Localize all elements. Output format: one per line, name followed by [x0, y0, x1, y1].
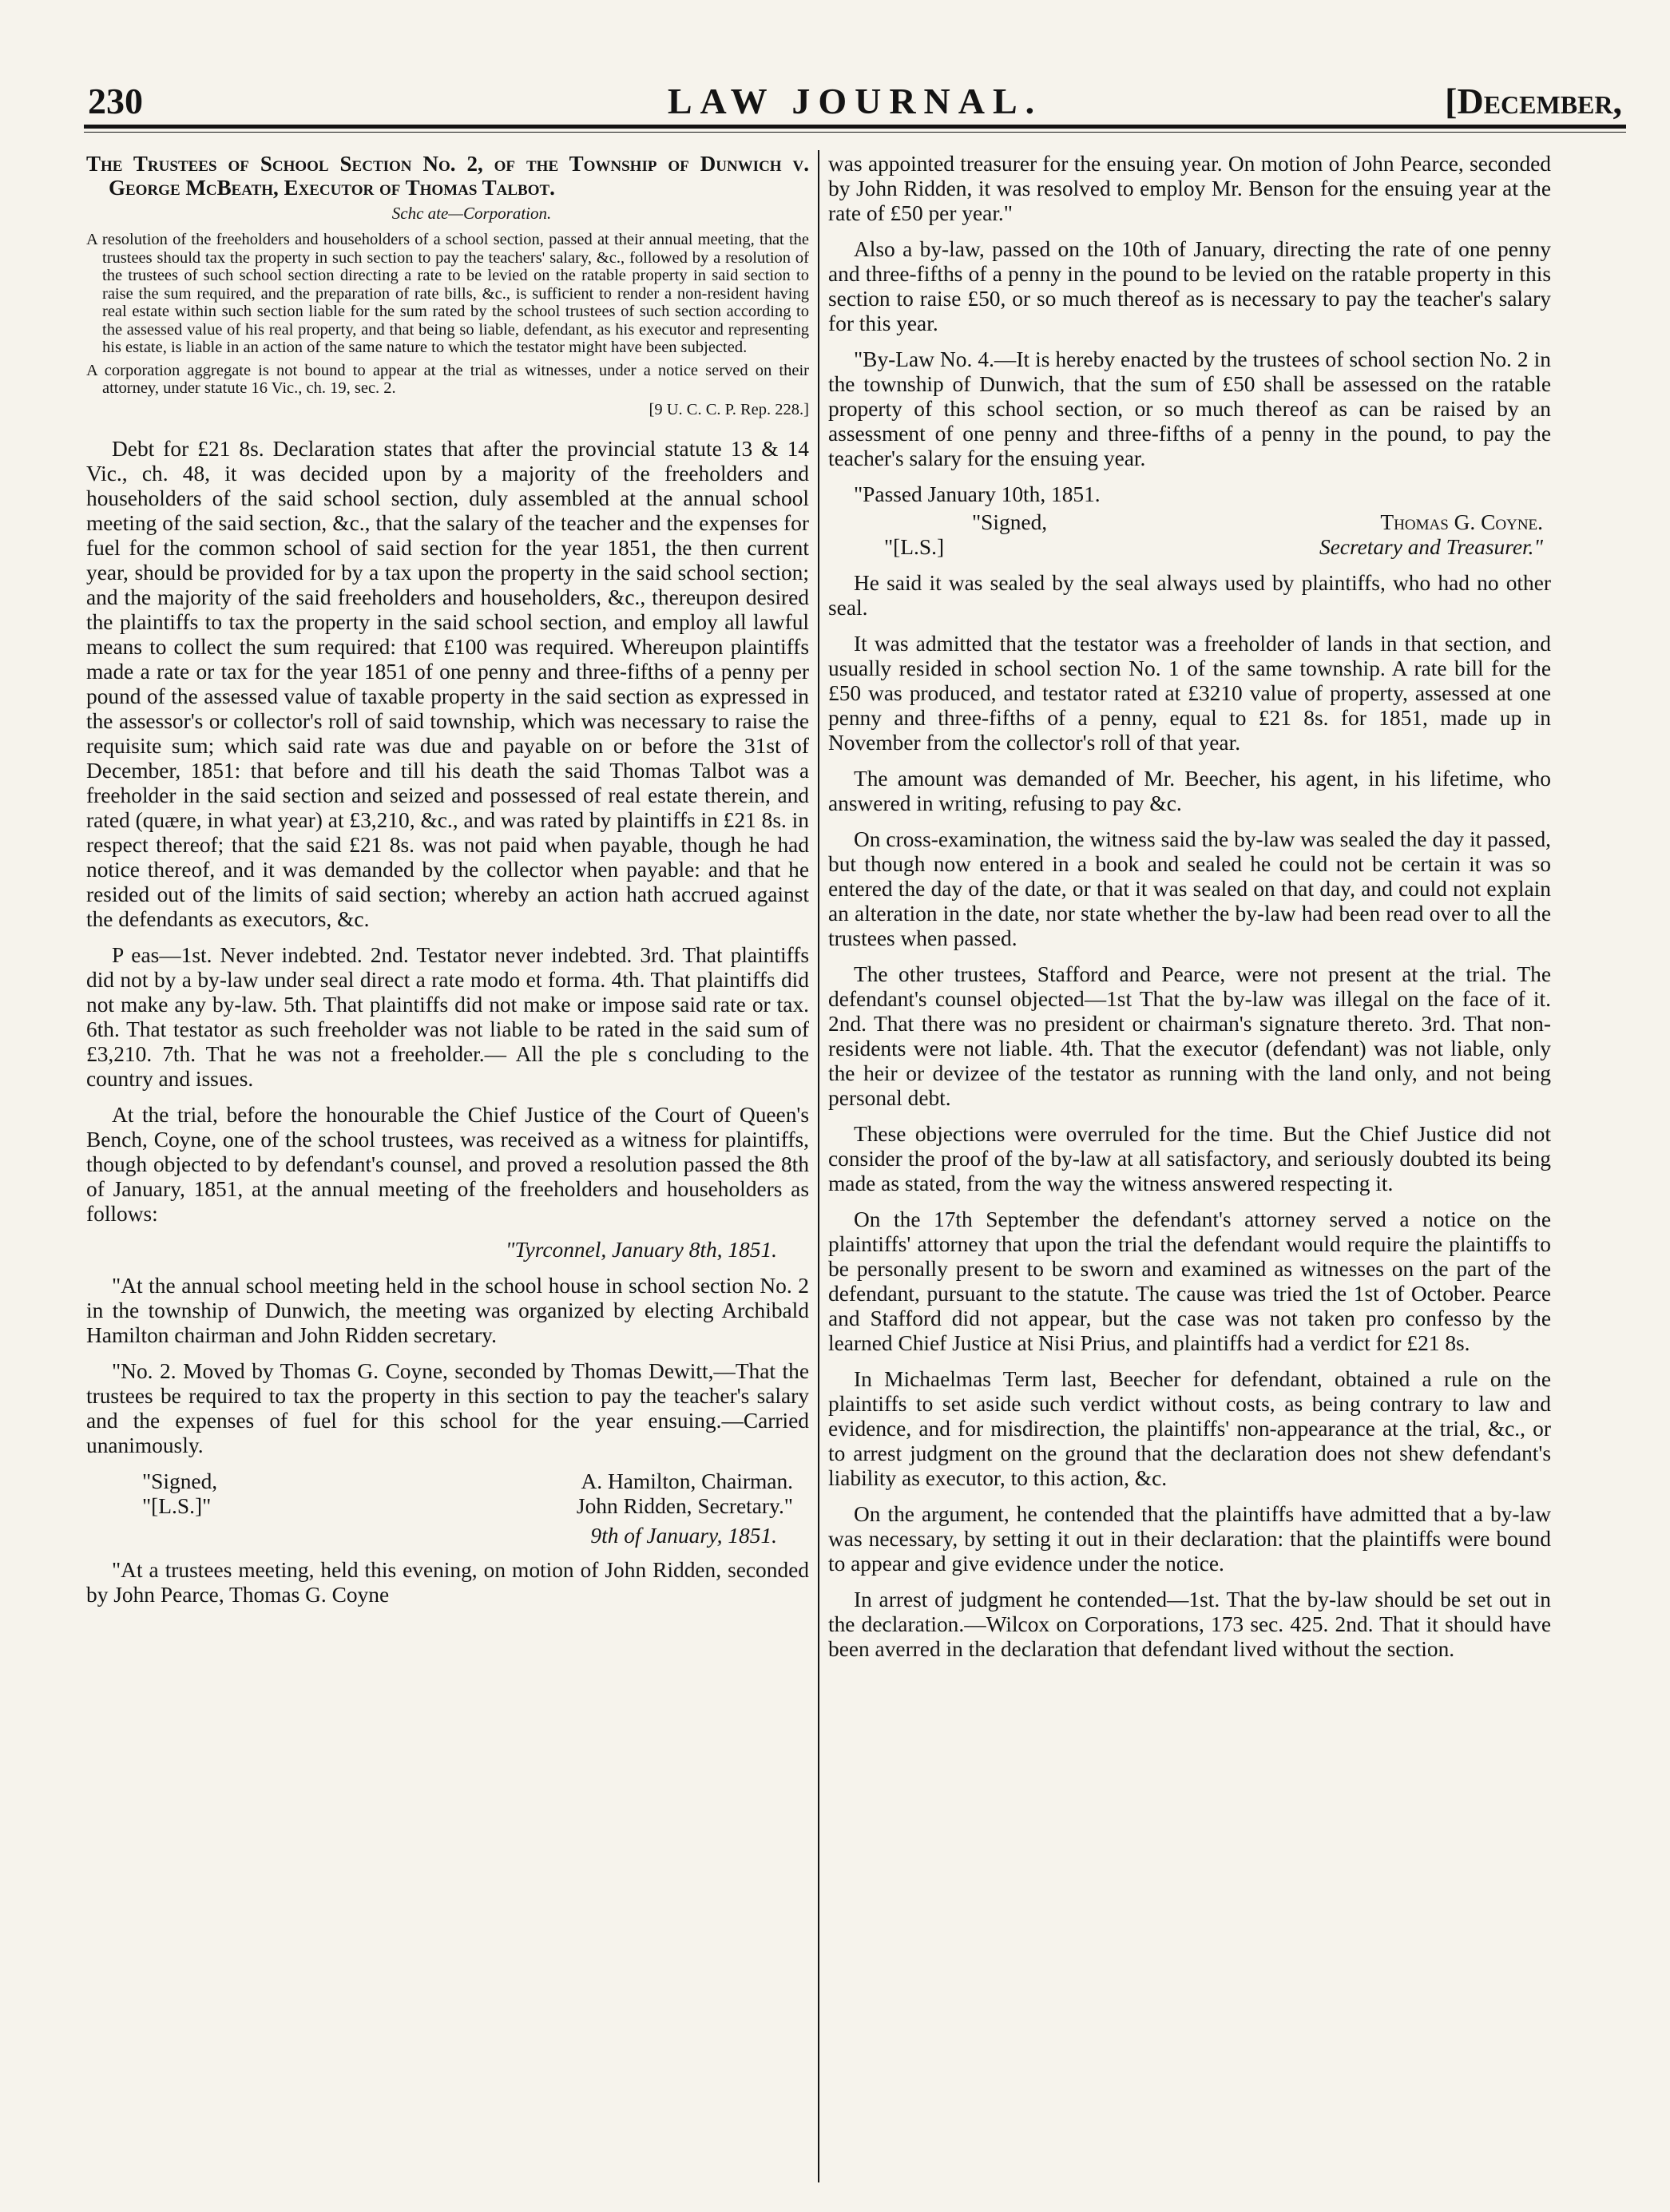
trustees-meeting-date: 9th of January, 1851.: [590, 1523, 777, 1548]
header-rule-thick: [84, 125, 1626, 129]
bylaw-signature-line-1: "Signed, Thomas G. Coyne.: [972, 510, 1543, 534]
paragraph-admitted: It was admitted that the testator was a freeholder of lands in that section, and usually resided in school section No. 1 of the same township. A rate bill for the £50 was produced, and testator rated at £3210 value of property, assessed at one penny and three-fifths of a penny, equal to £21 8s. for 1851, made up in November from the collector's roll of that year.: [828, 632, 1551, 755]
case-subject: Schc ate—Corporation.: [391, 204, 552, 223]
paragraph-arrest-judgment: In arrest of judgment he contended—1st. That the by-law should be set out in the declaration.—Wilcox on Corporations, 173 sec. 425. 2nd. That it should have been averred in the declaration that defendant lived without the section.: [828, 1588, 1551, 1661]
case-title: The Trustees of School Section No. 2, of the Township of Dunwich v. George McBeath, Executor of Thomas Talbot.: [86, 152, 809, 200]
header-rule-thin: [84, 132, 1626, 133]
paragraph-trial: At the trial, before the honourable the Chief Justice of the Court of Queen's Bench, Coyne, one of the school trustees, was received as a witness for plaintiffs, though objected to by defendant's counsel, and proved a resolution passed the 8th of January, 1851, at the annual meeting of the freeholders and householders as follows:: [86, 1102, 809, 1226]
paragraph-bylaw-4: "By-Law No. 4.—It is hereby enacted by the trustees of school section No. 2 in the township of Dunwich, that the sum of £50 shall be assessed on the ratable property of this school section, or so much thereof as can be raised by an assessment of one penny and three-fifths of a penny in the pound, to pay the teacher's salary for the ensuing year.: [828, 347, 1551, 470]
paragraph-overruled: These objections were overruled for the time. But the Chief Justice did not consider the proof of the by-law at all satisfactory, and seriously doubted its being made as stated, from the way the witness answered respecting it.: [828, 1122, 1551, 1195]
right-column: [828, 152, 1551, 1673]
page-header: [88, 80, 1622, 128]
paragraph-meeting: "At the annual school meeting held in the school house in school section No. 2 in the township of Dunwich, the meeting was organized by electing Archibald Hamilton chairman and John Ridden secretary.: [86, 1273, 809, 1347]
paragraph-trustees-meeting: "At a trustees meeting, held this evening, on motion of John Ridden, seconded by John Pearce, Thomas G. Coyne: [86, 1557, 809, 1607]
paragraph-demand: The amount was demanded of Mr. Beecher, his agent, in his lifetime, who answered in writing, refusing to pay &c.: [828, 767, 1551, 815]
headnote-2: A corporation aggregate is not bound to appear at the trial as witnesses, under a notice served on their attorney, under statute 16 Vic., ch. 19, sec. 2.: [86, 361, 809, 397]
paragraph-cross-examination: On cross-examination, the witness said the by-law was sealed the day it passed, but though now entered in a book and sealed he could not be certain it was so entered the day of the date, or that it was sealed on that day, and could not explain an alteration in the date, nor state whether the by-law had been read over to all the trustees when passed.: [828, 827, 1551, 950]
paragraph-michaelmas: In Michaelmas Term last, Beecher for defendant, obtained a rule on the plaintiffs to set aside such verdict without costs, as being contrary to law and evidence, and for misdirection, the plaintiffs' non-appearance at the trial, &c., or to arrest judgment on the ground that the declaration does not shew defendant's liability as executor, to this action, &c.: [828, 1367, 1551, 1490]
paragraph-declaration: Debt for £21 8s. Declaration states that after the provincial statute 13 & 14 Vic., ch. 48, it was decided upon by a majority of the freeholders and householders of the said school section, duly assembled at the annual school meeting of the said section, &c., that the salary of the teacher and the expenses for fuel for the common school of said section for the year 1851, the then current year, should be provided for by a tax upon the property in the said school section; and the majority of the said freeholders and householders, &c., thereupon desired the plaintiffs to tax the property in the said school section, and employ all lawful means to collect the sum required: that £100 was required. Whereupon plaintiffs made a rate or tax for the year 1851 of one penny and three-fifths of a penny per pound of the assessed value of taxable property in the said section as expressed in the assessor's or collector's roll of said township, which was necessary to raise the requisite sum; which said rate was due and payable on or before the 31st of December, 1851: that before and till his death the said Thomas Talbot was a freeholder in the said section and seized and possessed of real estate therein, and rated (quære, in what year) at £3,210, &c., and was rated by plaintiffs in £21 8s. in respect thereof; that the said £21 8s. was not paid when payable, though he had notice thereof, and it was demanded by the collector when payable: and that he resided out of the limits of said section; whereby an action hath accrued against the defendants as executors, &c.: [86, 436, 809, 931]
page-number: 230: [88, 81, 143, 121]
paragraph-argument: On the argument, he contended that the plaintiffs have admitted that a by-law was necessary, by setting it out in their declaration: that the plaintiffs were bound to appear and give evidence under the notice.: [828, 1502, 1551, 1576]
bylaw-signature-line-2: "[L.S.] Secretary and Treasurer.": [884, 535, 1543, 559]
column-divider: [818, 150, 819, 2182]
paragraph-treasurer: was appointed treasurer for the ensuing year. On motion of John Pearce, seconded by John Ridden, it was resolved to employ Mr. Benson for the ensuing year at the rate of £50 per year.": [828, 152, 1551, 225]
signature-line-2: "[L.S.]" John Ridden, Secretary.": [142, 1493, 793, 1518]
paragraph-pleas: P eas—1st. Never indebted. 2nd. Testator never indebted. 3rd. That plaintiffs did not by a by-law under seal direct a rate modo et forma. 4th. That plaintiffs did not make any by-law. 5th. That plaintiffs did not make or impose said rate or tax. 6th. That testator as such freeholder was not liable to be rated in the said sum of £3,210. 7th. That he was not a freeholder.— All the ple s concluding to the country and issues.: [86, 942, 809, 1091]
resolution-dateline: "Tyrconnel, January 8th, 1851.: [505, 1237, 777, 1262]
reporter-citation: [9 U. C. C. P. Rep. 228.]: [649, 400, 809, 418]
signature-line-1: "Signed, A. Hamilton, Chairman.: [142, 1469, 793, 1493]
headnote-1: A resolution of the freeholders and householders of a school section, passed at their annual meeting, that the trustees should tax the property in such section to pay the teachers' salary, &c., followed by a resolution of the trustees of such school section directing a rate to be levied on the ratable property in said section to raise the sum required, and the preparation of rate bills, &c., is sufficient to render a non-resident having real estate within such section liable for the sum rated by the school trustees of such section according to the assessed value of his real property, and that being so liable, defendant, as his executor and representing his estate, is liable in an action of the same nature to which the testator might have been subjected.: [86, 231, 809, 356]
journal-title: LAW JOURNAL.: [667, 81, 1043, 121]
paragraph-notice: On the 17th September the defendant's attorney served a notice on the plaintiffs' attorney that upon the trial the defendant would require the plaintiffs to be personally present to be sworn and examined as witnesses on the part of the defendant, pursuant to the statute. The cause was tried the 1st of October. Pearce and Stafford did not appear, but the case was not taken pro confesso by the learned Chief Justice at Nisi Prius, and plaintiffs had a verdict for £21 8s.: [828, 1207, 1551, 1355]
paragraph-objections: The other trustees, Stafford and Pearce, were not present at the trial. The defendant's counsel objected—1st That the by-law was illegal on the face of it. 2nd. That there was no president or chairman's signature thereto. 3rd. That non-residents were not liable. 4th. That the executor (defendant) was not liable, only the heir or devizee of the testator as running with the land only, and not being personal debt.: [828, 962, 1551, 1110]
paragraph-seal: He said it was sealed by the seal always used by plaintiffs, who had no other seal.: [828, 571, 1551, 620]
issue-month: [December,: [1445, 81, 1622, 121]
left-column: [86, 152, 809, 1619]
paragraph-motion: "No. 2. Moved by Thomas G. Coyne, seconded by Thomas Dewitt,—That the trustees be required to tax the property in this section to pay the teacher's salary and the expenses of fuel for this school for the year ensuing.—Carried unanimously.: [86, 1358, 809, 1457]
paragraph-bylaw-intro: Also a by-law, passed on the 10th of January, directing the rate of one penny and three-fifths of a penny in the pound to be levied on the ratable property in this section to raise £50, or so much thereof as is necessary to pay the teacher's salary for this year.: [828, 237, 1551, 335]
bylaw-passed-date: "Passed January 10th, 1851.: [854, 482, 1101, 506]
